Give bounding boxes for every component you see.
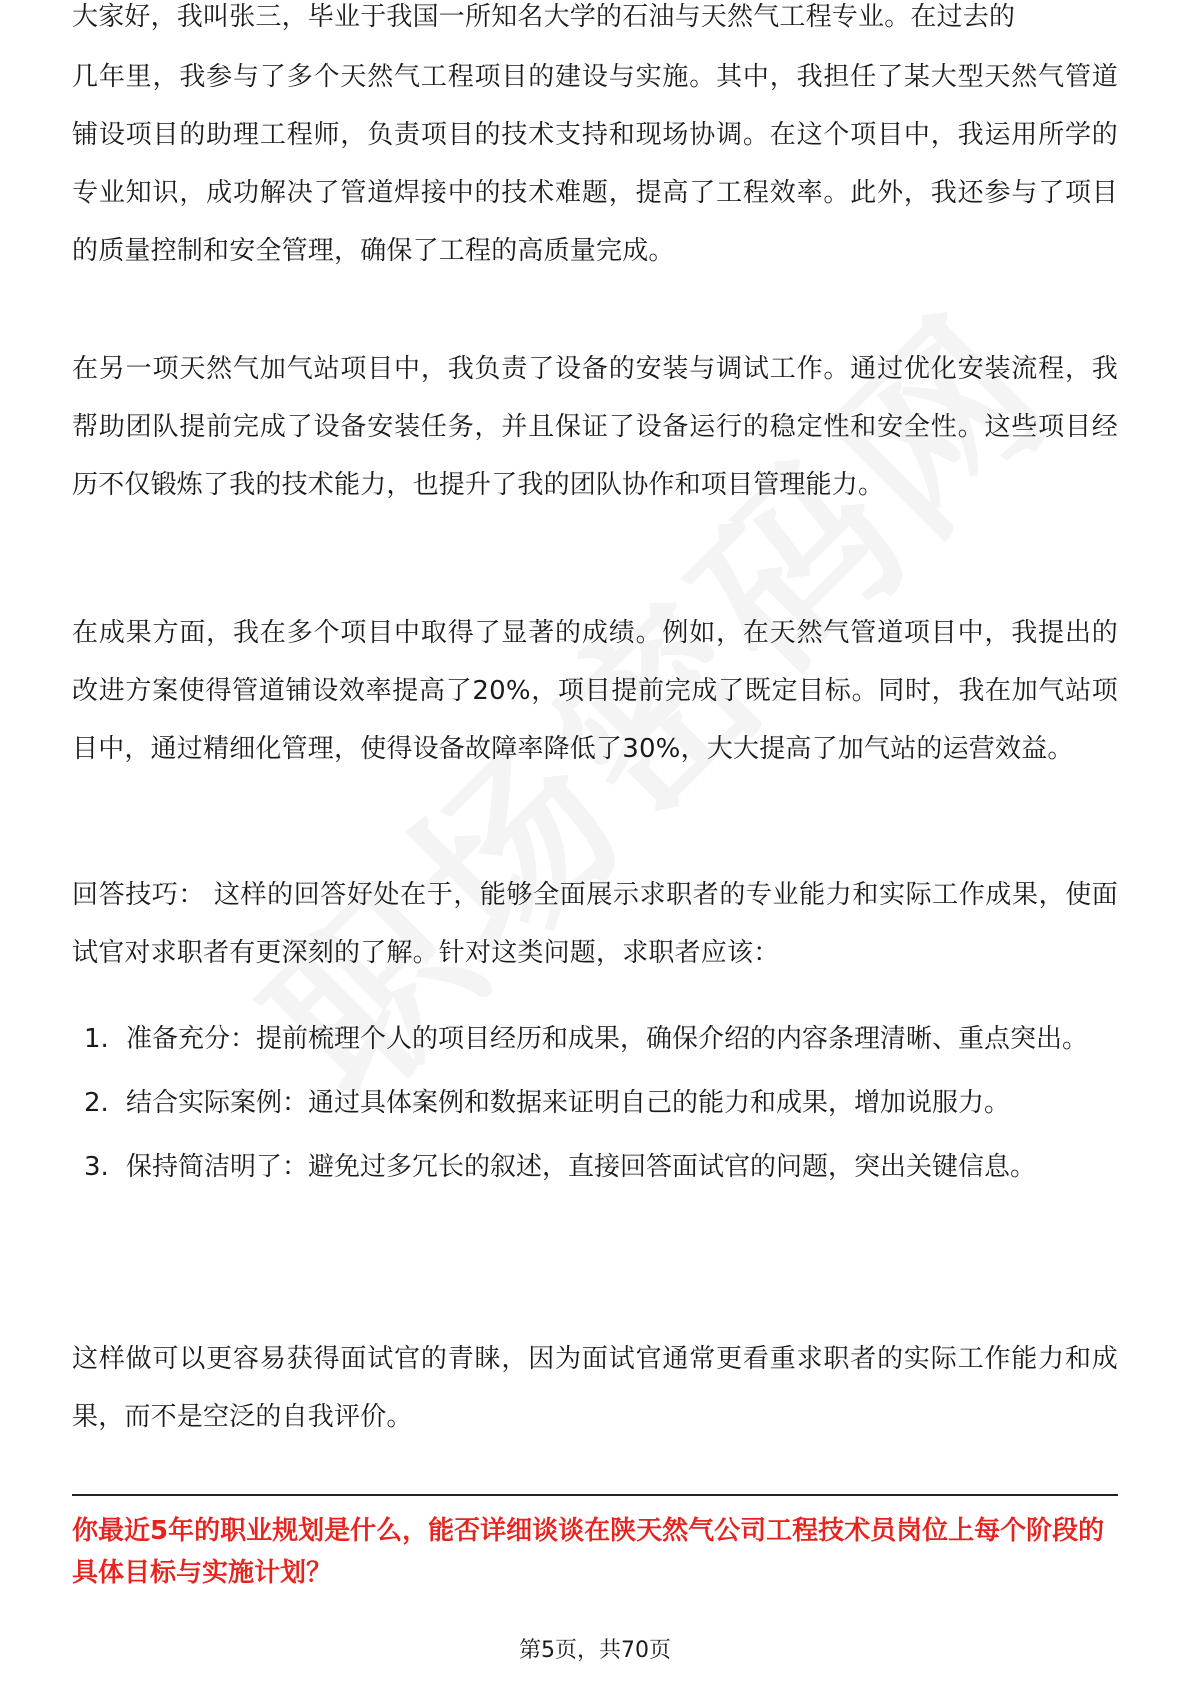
paragraph-conclusion: 这样做可以更容易获得面试官的青睐，因为面试官通常更看重求职者的实际工作能力和成果，而不是空泛的自我评价。 [72, 1344, 1118, 1432]
paragraph-1: 几年里，我参与了多个天然气工程项目的建设与实施。其中，我担任了某大型天然气管道铺设项目的助理工程师，负责项目的技术支持和现场协调。在这个项目中，我运用所学的专业知识，成功解决了管道焊接中的技术难题，提高了工程效率。此外，我还参与了项目的质量控制和安全管理，确保了工程的高质量完成。 [72, 62, 1118, 266]
list-number: 2. [84, 1088, 109, 1118]
list-number: 3. [84, 1152, 109, 1182]
list-item-text: 保持简洁明了：避免过多冗长的叙述，直接回答面试官的问题，突出关键信息。 [126, 1152, 1037, 1182]
next-question-heading: 你最近5年的职业规划是什么，能否详细谈谈在陕天然气公司工程技术员岗位上每个阶段的具体目标与实施计划？ [72, 1516, 1105, 1588]
paragraph-intro [72, 2, 1118, 280]
list-number: 1. [84, 1024, 109, 1054]
paragraph-answer-tips: 回答技巧： 这样的回答好处在于，能够全面展示求职者的专业能力和实际工作成果，使面试官对求职者有更深刻的了解。针对这类问题，求职者应该： [72, 880, 1118, 968]
list-item-text: 结合实际案例：通过具体案例和数据来证明自己的能力和成果，增加说服力。 [126, 1088, 1011, 1118]
list-item [72, 1074, 1118, 1132]
page-footer: 第5页，共70页 [519, 1638, 671, 1663]
tips-list [72, 1010, 1118, 1202]
paragraph-2: 在另一项天然气加气站项目中，我负责了设备的安装与调试工作。通过优化安装流程，我帮助团队提前完成了设备安装任务，并且保证了设备运行的稳定性和安全性。这些项目经历不仅锻炼了我的技术能力，也提升了我的团队协作和项目管理能力。 [72, 354, 1118, 500]
list-item [72, 1010, 1118, 1068]
paragraph-3: 在成果方面，我在多个项目中取得了显著的成绩。例如，在天然气管道项目中，我提出的改进方案使得管道铺设效率提高了20%，项目提前完成了既定目标。同时，我在加气站项目中，通过精细化管理，使得设备故障率降低了30%，大大提高了加气站的运营效益。 [72, 618, 1118, 764]
clipped-top-line [72, 2, 1118, 48]
section-divider [72, 1494, 1118, 1496]
list-item [72, 1138, 1118, 1196]
list-item-text: 准备充分：提前梳理个人的项目经历和成果，确保介绍的内容条理清晰、重点突出。 [126, 1024, 1089, 1054]
clipped-top-text: 大家好，我叫张三，毕业于我国一所知名大学的石油与天然气工程专业。在过去的 [72, 2, 1016, 32]
